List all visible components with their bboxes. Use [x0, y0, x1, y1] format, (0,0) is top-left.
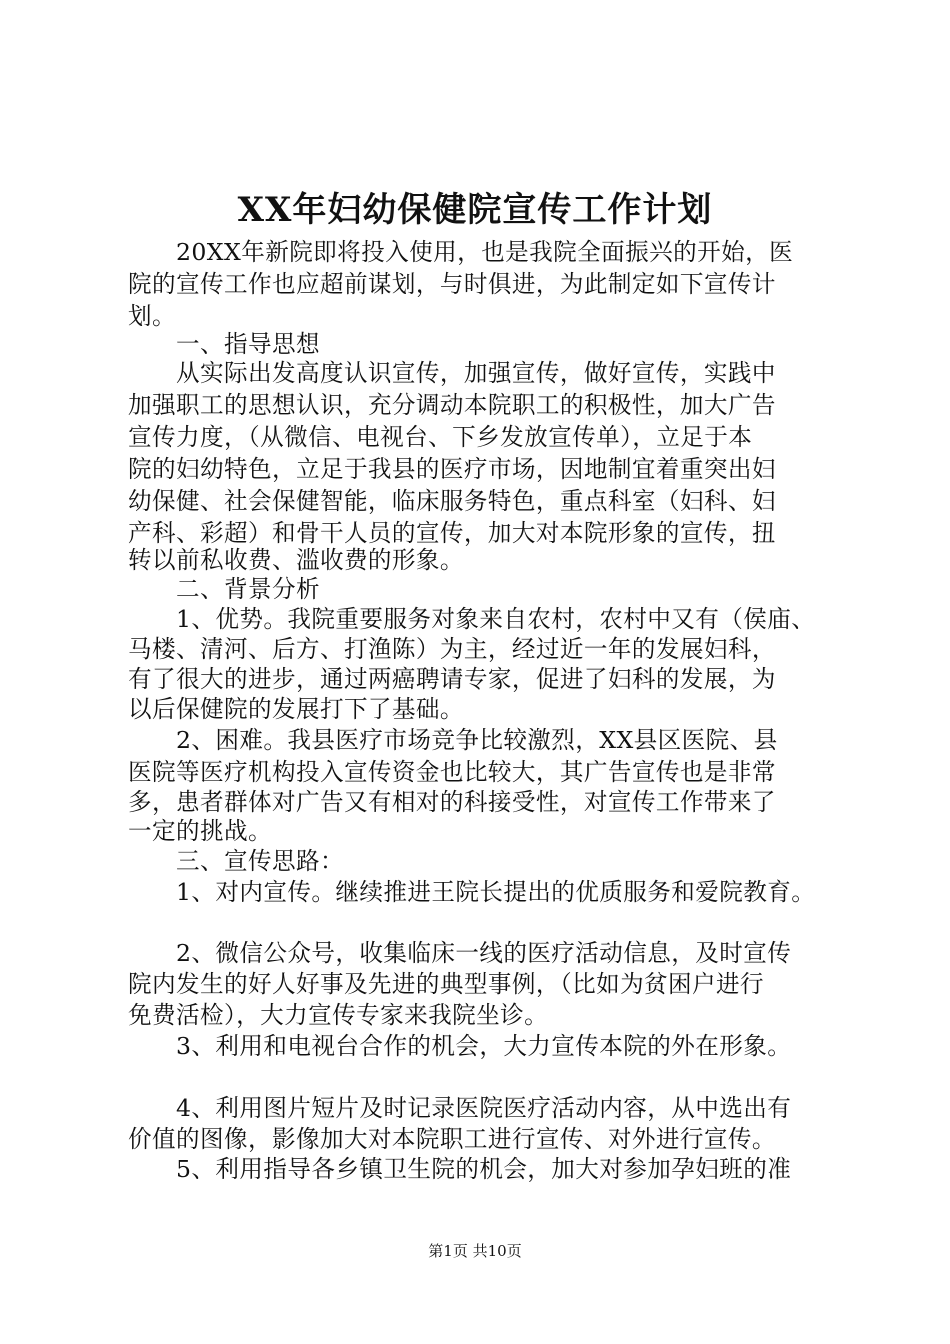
document-title: XX年妇幼保健院宣传工作计划 [237, 190, 713, 230]
body-line: 划。 [128, 302, 176, 330]
body-line: 宣传力度，（从微信、电视台、下乡发放宣传单），立足于本 [128, 423, 753, 451]
body-line: 价值的图像，影像加大对本院职工进行宣传、对外进行宣传。 [128, 1125, 776, 1153]
body-line: 医院等医疗机构投入宣传资金也比较大，其广告宣传也是非常 [128, 758, 776, 786]
body-line: 幼保健、社会保健智能，临床服务特色，重点科室（妇科、妇 [128, 487, 776, 515]
page-number-footer: 第1页 共10页 [428, 1242, 522, 1260]
section-heading: 二、背景分析 [128, 575, 320, 603]
body-line: 2、微信公众号，收集临床一线的医疗活动信息，及时宣传 [128, 939, 792, 967]
body-line: 免费活检），大力宣传专家来我院坐诊。 [128, 1001, 549, 1029]
section-heading: 三、宣传思路： [128, 847, 344, 875]
body-line: 院的宣传工作也应超前谋划，与时俱进，为此制定如下宣传计 [128, 270, 776, 298]
body-line: 有了很大的进步，通过两癌聘请专家，促进了妇科的发展，为 [128, 665, 776, 693]
body-line: 1、对内宣传。继续推进王院长提出的优质服务和爱院教育。 [128, 878, 816, 906]
body-line: 加强职工的思想认识，充分调动本院职工的积极性，加大广告 [128, 391, 776, 419]
body-line: 1、优势。我院重要服务对象来自农村，农村中又有（侯庙、 [128, 605, 816, 633]
body-line: 5、利用指导各乡镇卫生院的机会，加大对参加孕妇班的准 [128, 1155, 792, 1183]
body-line: 产科、彩超）和骨干人员的宣传，加大对本院形象的宣传，扭 [128, 519, 776, 547]
body-line: 多，患者群体对广告又有相对的科接受性，对宣传工作带来了 [128, 788, 776, 816]
body-line: 马楼、清河、后方、打渔陈）为主，经过近一年的发展妇科， [128, 635, 776, 663]
body-line: 院内发生的好人好事及先进的典型事例，（比如为贫困户进行 [128, 970, 765, 998]
body-line: 3、利用和电视台合作的机会，大力宣传本院的外在形象。 [128, 1032, 792, 1060]
section-heading: 一、指导思想 [128, 330, 320, 358]
body-line: 以后保健院的发展打下了基础。 [128, 695, 464, 723]
body-line: 20XX年新院即将投入使用，也是我院全面振兴的开始，医 [128, 238, 794, 266]
body-line: 院的妇幼特色，立足于我县的医疗市场，因地制宜着重突出妇 [128, 455, 776, 483]
body-line: 转以前私收费、滥收费的形象。 [128, 546, 464, 574]
body-line: 4、利用图片短片及时记录医院医疗活动内容，从中选出有 [128, 1094, 792, 1122]
body-line: 从实际出发高度认识宣传，加强宣传，做好宣传，实践中 [128, 359, 776, 387]
body-line: 2、困难。我县医疗市场竞争比较激烈，XX县区医院、县 [128, 726, 778, 754]
body-line: 一定的挑战。 [128, 817, 272, 845]
